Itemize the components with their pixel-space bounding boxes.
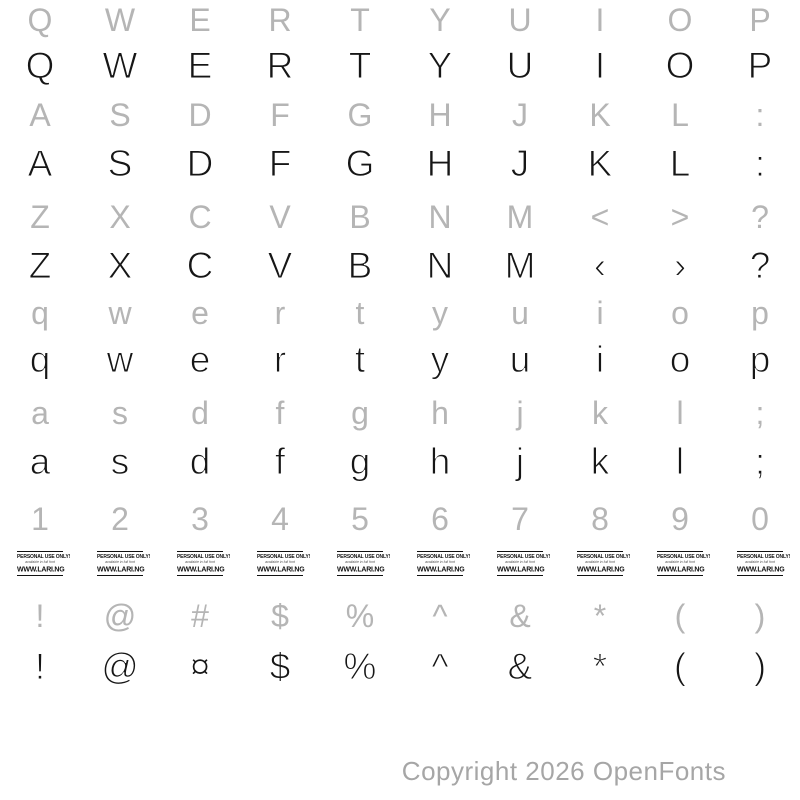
watermark-line-3: WWW.LARI.NG [497,564,545,573]
glyph: Q [25,45,55,86]
glyph: R [266,45,294,86]
glyph: d [189,441,211,482]
glyph: H [426,143,454,184]
glyph: ( [674,598,686,634]
watermark-badge-box [177,551,231,576]
watermark-line-1: PERSONAL USE ONLY! [657,554,711,560]
watermark-line-1: PERSONAL USE ONLY! [737,554,791,560]
watermark-line-2: available in full font [105,560,135,564]
watermark-badge-box [737,551,791,576]
glyph: ! [35,598,45,634]
glyph: ( [673,646,687,687]
glyph: i [595,339,605,380]
watermark-badge-box [417,551,471,576]
glyph: O [667,2,693,38]
glyph: V [269,199,291,235]
watermark-badge-box [17,551,71,576]
glyph: ‹ [593,245,607,286]
specimen-row-lowercase-home [0,443,800,480]
watermark-line-3: WWW.LARI.NG [177,564,225,573]
glyph: V [267,245,293,286]
specimen-row-uppercase-top [0,47,800,84]
reference-row-lowercase-top [0,297,800,329]
glyph: * [593,598,607,634]
glyph: o [671,295,689,331]
watermark-line-3: WWW.LARI.NG [737,564,785,573]
watermark-badge-box [97,551,151,576]
glyph: F [270,97,290,133]
glyph: 0 [751,501,769,537]
watermark-badge [640,551,720,601]
glyph: E [189,2,211,38]
glyph: ; [754,441,766,482]
glyph: N [426,245,454,286]
watermark-line-3: WWW.LARI.NG [577,564,625,573]
glyph: A [27,143,53,184]
glyph: F [268,143,292,184]
glyph: & [509,598,531,634]
glyph: A [29,97,51,133]
glyph: l [675,441,685,482]
glyph: T [348,45,372,86]
glyph: B [347,245,373,286]
glyph: k [590,441,610,482]
glyph: u [511,295,529,331]
watermark-line-3: WWW.LARI.NG [257,564,305,573]
glyph: T [350,2,370,38]
glyph: 5 [351,501,369,537]
glyph: Y [427,45,453,86]
glyph: K [589,97,611,133]
watermark-badge [240,551,320,601]
watermark-line-2: available in full font [25,560,55,564]
glyph: D [188,97,212,133]
watermark-badge [560,551,640,601]
glyph: P [747,45,773,86]
watermark-line-1: PERSONAL USE ONLY! [177,554,231,560]
glyph: y [432,295,448,331]
glyph: r [274,295,286,331]
glyph: 9 [671,501,689,537]
glyph: w [108,295,132,331]
watermark-line-2: available in full font [185,560,215,564]
watermark-badge-box [257,551,311,576]
glyph: G [347,97,373,133]
glyph: L [669,143,691,184]
glyph: C [186,245,214,286]
watermark-line-2: available in full font [265,560,295,564]
watermark-line-3: WWW.LARI.NG [657,564,705,573]
glyph: @ [101,646,139,687]
glyph: q [31,295,49,331]
glyph: & [507,646,533,687]
glyph: J [512,97,528,133]
glyph: R [268,2,292,38]
glyph: ) [754,598,766,634]
glyph: S [109,97,131,133]
glyph: ; [755,395,765,431]
specimen-row-lowercase-top [0,341,800,378]
glyph: B [349,199,371,235]
glyph: s [110,441,130,482]
glyph: a [29,441,51,482]
reference-row-uppercase-home [0,99,800,131]
glyph: e [189,339,211,380]
watermark-badge [400,551,480,601]
glyph: j [516,395,524,431]
glyph: K [587,143,613,184]
glyph: S [107,143,133,184]
glyph: H [428,97,452,133]
glyph: 1 [31,501,49,537]
glyph: 8 [591,501,609,537]
glyph: M [504,245,536,286]
glyph: ¤ [189,646,211,687]
watermark-badge [320,551,400,601]
glyph: t [354,339,366,380]
watermark-badge-box [497,551,551,576]
glyph: l [676,395,684,431]
glyph: ) [753,646,767,687]
glyph: W [104,2,136,38]
glyph: y [430,339,450,380]
glyph: 3 [191,501,209,537]
glyph: * [592,646,608,687]
glyph: k [592,395,608,431]
copyright-text: Copyright 2026 OpenFonts [401,756,726,786]
glyph: W [102,45,138,86]
glyph: › [673,245,687,286]
glyph: < [590,199,610,235]
glyph: ^ [431,646,449,687]
watermark-line-1: PERSONAL USE ONLY! [577,554,631,560]
watermark-line-1: PERSONAL USE ONLY! [417,554,471,560]
glyph: 4 [271,501,289,537]
watermark-line-3: WWW.LARI.NG [337,564,385,573]
glyph: % [343,646,377,687]
glyph: Z [28,245,52,286]
glyph: p [751,295,769,331]
glyph: D [186,143,214,184]
glyph: r [273,339,287,380]
watermark-line-1: PERSONAL USE ONLY! [97,554,151,560]
glyph: $ [269,646,291,687]
glyph: o [669,339,691,380]
glyph: h [429,441,451,482]
watermark-row [0,551,800,601]
watermark-badge [720,551,800,601]
watermark-line-2: available in full font [585,560,615,564]
watermark-line-1: PERSONAL USE ONLY! [337,554,391,560]
watermark-line-2: available in full font [665,560,695,564]
glyph: f [274,441,286,482]
glyph: p [749,339,771,380]
glyph: N [428,199,452,235]
specimen-row-uppercase-home [0,145,800,182]
watermark-line-2: available in full font [745,560,775,564]
glyph: : [754,143,766,184]
watermark-line-3: WWW.LARI.NG [97,564,145,573]
glyph: w [106,339,134,380]
glyph: i [596,295,604,331]
reference-row-digits [0,503,800,535]
watermark-badge-box [657,551,711,576]
glyph: P [749,2,771,38]
watermark-badge [160,551,240,601]
watermark-badge-box [337,551,391,576]
glyph: d [191,395,209,431]
watermark-line-1: PERSONAL USE ONLY! [257,554,311,560]
specimen-row-uppercase-bottom [0,247,800,284]
reference-row-uppercase-bottom [0,201,800,233]
reference-row-symbols [0,600,800,632]
glyph: g [349,441,371,482]
specimen-row-symbols [0,648,800,685]
glyph: 2 [111,501,129,537]
glyph: ! [34,646,46,687]
glyph: E [187,45,213,86]
watermark-line-1: PERSONAL USE ONLY! [497,554,551,560]
glyph: ^ [432,598,448,634]
glyph: X [109,199,131,235]
glyph: a [31,395,49,431]
glyph: X [107,245,133,286]
glyph: Z [30,199,50,235]
watermark-line-2: available in full font [345,560,375,564]
reference-row-lowercase-home [0,397,800,429]
glyph: > [670,199,690,235]
glyph: q [29,339,51,380]
glyph: # [191,598,209,634]
glyph: ? [751,199,769,235]
watermark-line-3: WWW.LARI.NG [417,564,465,573]
glyph: 6 [431,501,449,537]
glyph: f [275,395,285,431]
glyph: j [515,441,525,482]
watermark-badge [0,551,80,601]
watermark-line-3: WWW.LARI.NG [17,564,65,573]
watermark-badge-box [577,551,631,576]
watermark-line-2: available in full font [505,560,535,564]
glyph: t [355,295,365,331]
glyph: e [191,295,209,331]
watermark-line-1: PERSONAL USE ONLY! [17,554,71,560]
glyph: Y [429,2,451,38]
glyph: $ [271,598,289,634]
reference-row-uppercase-top [0,4,800,36]
glyph: C [188,199,212,235]
glyph: J [510,143,530,184]
glyph: h [431,395,449,431]
glyph: Q [27,2,53,38]
glyph: 7 [511,501,529,537]
glyph: ? [749,245,771,286]
glyph: L [671,97,689,133]
glyph: M [506,199,534,235]
glyph: @ [103,598,137,634]
glyph: I [594,45,606,86]
watermark-badge [480,551,560,601]
glyph: s [112,395,128,431]
glyph: g [351,395,369,431]
glyph: : [755,97,765,133]
glyph: O [665,45,695,86]
glyph: U [508,2,532,38]
glyph: u [509,339,531,380]
watermark-line-2: available in full font [425,560,455,564]
watermark-badge [80,551,160,601]
glyph: U [506,45,534,86]
glyph: % [345,598,375,634]
glyph: I [595,2,605,38]
glyph: G [345,143,375,184]
